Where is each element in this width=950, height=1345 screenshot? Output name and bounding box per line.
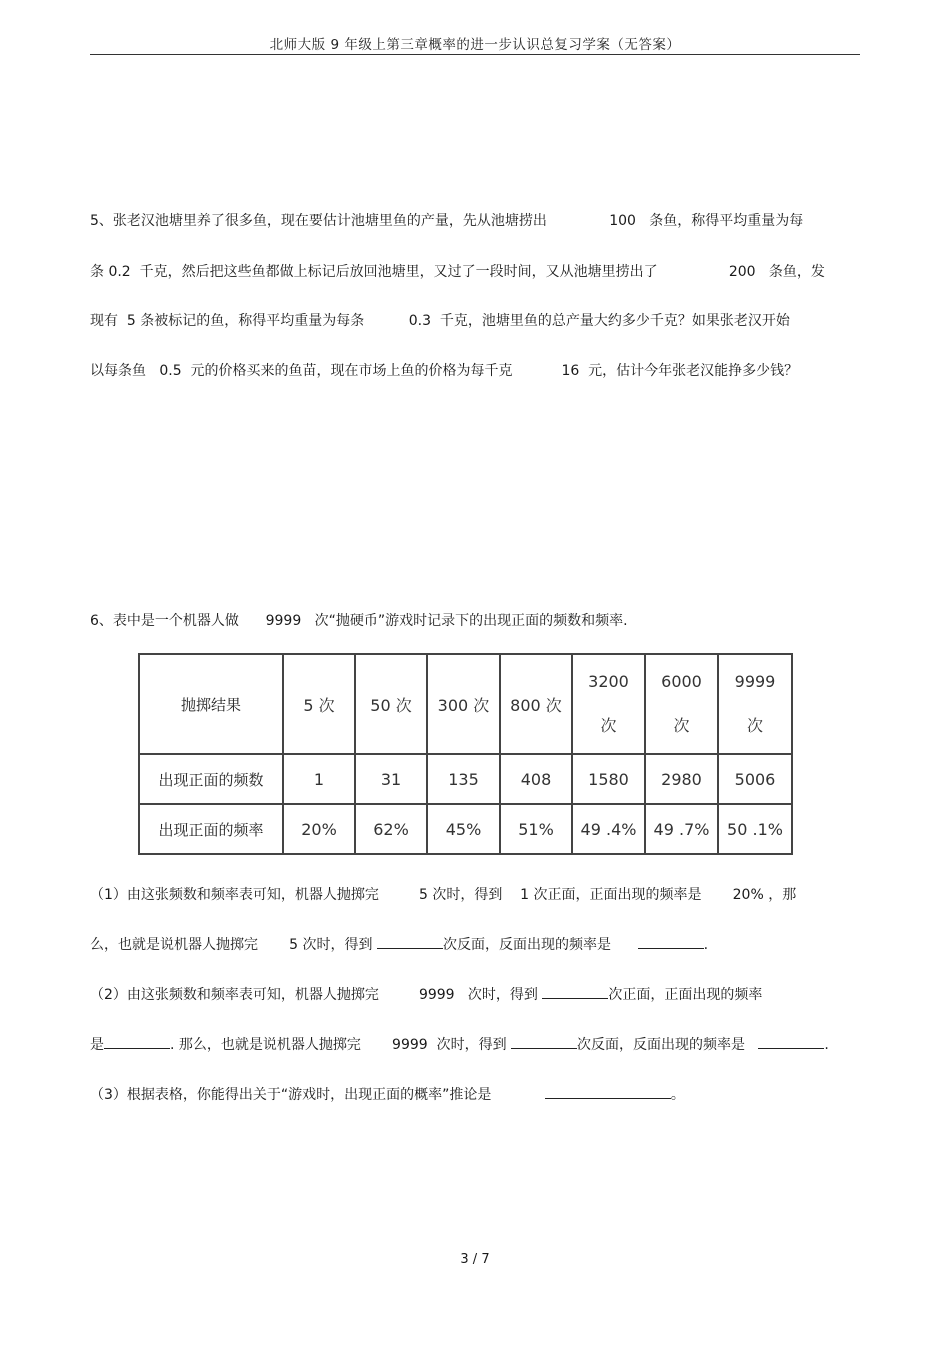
answer-blank[interactable]	[545, 1085, 671, 1099]
table-header-row	[139, 654, 792, 754]
table-header-label: 抛掷结果	[139, 654, 283, 754]
table-row	[139, 754, 792, 804]
q5-line-4: 以每条鱼 0.5 元的价格买来的鱼苗，现在市场上鱼的价格为每千克 16 元，估计今年张老汉能挣多少钱？	[90, 363, 799, 379]
table-cell: 45%	[427, 804, 500, 854]
answer-blank[interactable]	[377, 935, 443, 949]
header-rule	[90, 54, 860, 55]
table-cell: 5006	[718, 754, 792, 804]
row-label: 出现正面的频数	[139, 754, 283, 804]
frequency-table	[138, 653, 793, 855]
col-header: 5 次	[283, 654, 355, 754]
q6-sub2-line-2: 是 . 那么，也就是说机器人抛掷完 9999 次时，得到 次反面，反面出现的频率是 .	[90, 1037, 829, 1053]
row-label: 出现正面的频率	[139, 804, 283, 854]
table-cell: 20%	[283, 804, 355, 854]
table-cell: 31	[355, 754, 427, 804]
page-header: 北师大版 9 年级上第三章概率的进一步认识总复习学案（无答案）	[269, 37, 681, 53]
q5-line-3: 现有 5 条被标记的鱼，称得平均重量为每条 0.3 千克，池塘里鱼的总产量大约多少千克？如果张老汉开始	[90, 313, 790, 329]
table-cell: 2980	[645, 754, 718, 804]
answer-blank[interactable]	[758, 1035, 824, 1049]
col-header: 800 次	[500, 654, 572, 754]
table-cell: 408	[500, 754, 572, 804]
q5-line-2: 条 0.2 千克，然后把这些鱼都做上标记后放回池塘里，又过了一段时间，又从池塘里捞出了 200 条鱼，发	[90, 264, 825, 280]
answer-blank[interactable]	[542, 985, 608, 999]
q6-sub1-line-1: （1）由这张频数和频率表可知，机器人抛掷完 5 次时，得到 1 次正面，正面出现的频率是 20% ，那	[90, 887, 797, 903]
q6-sub2-line-1: （2）由这张频数和频率表可知，机器人抛掷完 9999 次时，得到 次正面，正面出现的频率	[90, 987, 763, 1003]
table-cell: 50 .1%	[718, 804, 792, 854]
table-cell: 1	[283, 754, 355, 804]
table-cell: 51%	[500, 804, 572, 854]
page-number: 3 / 7	[460, 1252, 490, 1267]
col-header: 6000 次	[645, 654, 718, 754]
table-row	[139, 804, 792, 854]
col-header: 3200 次	[572, 654, 645, 754]
table-cell: 135	[427, 754, 500, 804]
answer-blank[interactable]	[511, 1035, 577, 1049]
table-cell: 49 .7%	[645, 804, 718, 854]
col-header: 50 次	[355, 654, 427, 754]
q5-line-1: 5、张老汉池塘里养了很多鱼，现在要估计池塘里鱼的产量，先从池塘捞出 100 条鱼，称得平均重量为每	[90, 213, 804, 229]
q6-sub1-line-2: 么，也就是说机器人抛掷完 5 次时，得到 次反面，反面出现的频率是 .	[90, 937, 709, 953]
col-header: 300 次	[427, 654, 500, 754]
col-header: 9999 次	[718, 654, 792, 754]
table-cell: 62%	[355, 804, 427, 854]
q6-intro: 6、表中是一个机器人做 9999 次“抛硬币”游戏时记录下的出现正面的频数和频率.	[90, 613, 628, 629]
q6-sub3-line: （3）根据表格，你能得出关于“游戏时，出现正面的概率”推论是 。	[90, 1087, 685, 1103]
answer-blank[interactable]	[638, 935, 704, 949]
table-cell: 1580	[572, 754, 645, 804]
answer-blank[interactable]	[104, 1035, 170, 1049]
table-cell: 49 .4%	[572, 804, 645, 854]
